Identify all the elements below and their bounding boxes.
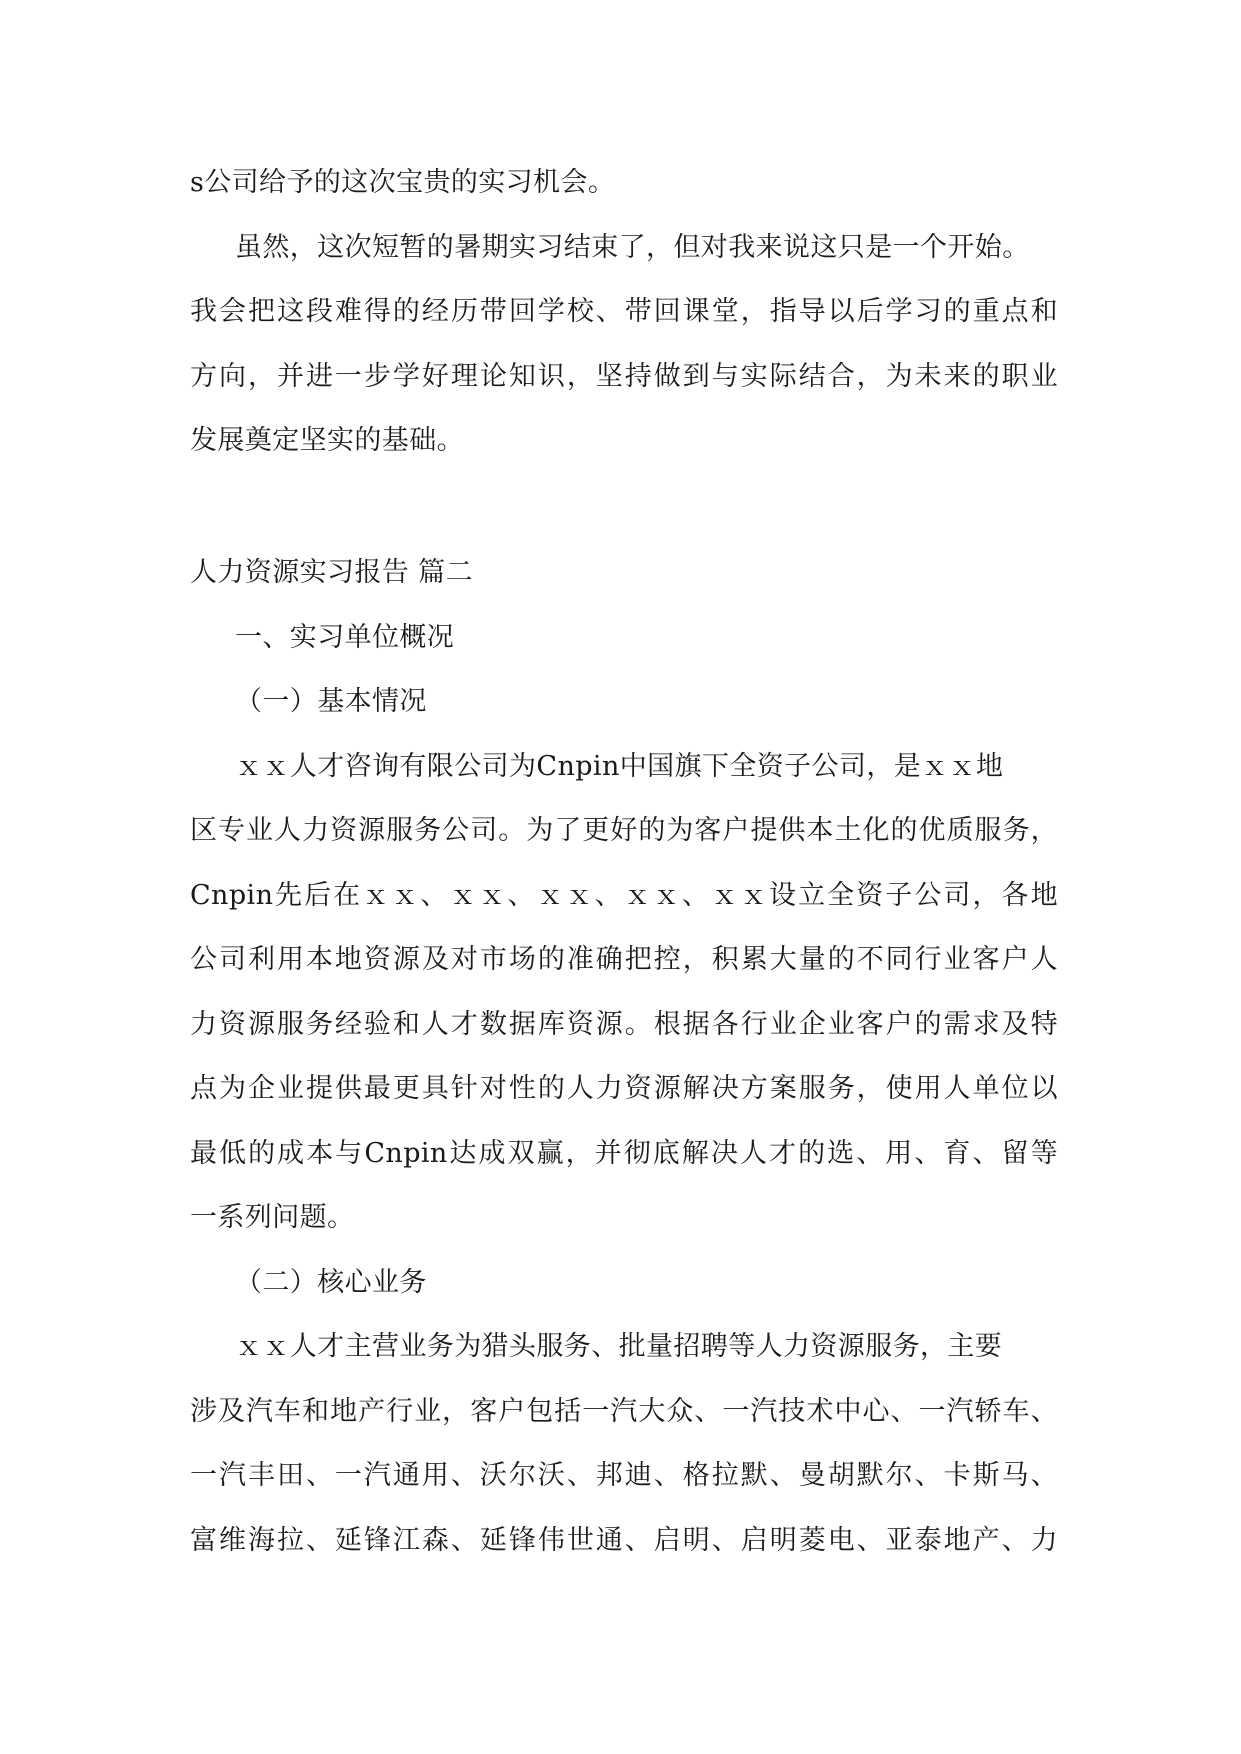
paragraph-line: 虽然，这次短暂的暑期实习结束了，但对我来说这只是一个开始。 bbox=[235, 232, 1030, 263]
paragraph-line: 力资源服务经验和人才数据库资源。根据各行业企业客户的需求及特 bbox=[190, 1009, 1058, 1040]
paragraph-line: Cnpin先后在ｘｘ、ｘｘ、ｘｘ、ｘｘ、ｘｘ设立全资子公司，各地 bbox=[190, 880, 1058, 911]
paragraph-line: 方向，并进一步学好理论知识，坚持做到与实际结合，为未来的职业 bbox=[190, 361, 1058, 392]
paragraph-line: 点为企业提供最更具针对性的人力资源解决方案服务，使用人单位以 bbox=[190, 1073, 1058, 1104]
paragraph-line: 富维海拉、延锋江森、延锋伟世通、启明、启明菱电、亚泰地产、力 bbox=[190, 1525, 1058, 1556]
paragraph-line: 一系列问题。 bbox=[190, 1202, 355, 1233]
paragraph-line: 最低的成本与Cnpin达成双赢，并彻底解决人才的选、用、育、留等 bbox=[190, 1138, 1058, 1169]
subsection-heading: （二）核心业务 bbox=[235, 1267, 427, 1298]
section-title: 人力资源实习报告 篇二 bbox=[190, 557, 473, 588]
paragraph-line: 一汽丰田、一汽通用、沃尔沃、邦迪、格拉默、曼胡默尔、卡斯马、 bbox=[190, 1460, 1058, 1491]
paragraph-line: 发展奠定坚实的基础。 bbox=[190, 425, 464, 456]
subsection-heading: （一）基本情况 bbox=[235, 686, 427, 717]
paragraph-line: s公司给予的这次宝贵的实习机会。 bbox=[190, 167, 616, 198]
paragraph-line: 公司利用本地资源及对市场的准确把控，积累大量的不同行业客户人 bbox=[190, 944, 1058, 975]
section-heading: 一、实习单位概况 bbox=[235, 622, 455, 653]
paragraph-line: 涉及汽车和地产行业，客户包括一汽大众、一汽技术中心、一汽轿车、 bbox=[190, 1396, 1058, 1427]
paragraph-line: 我会把这段难得的经历带回学校、带回课堂，指导以后学习的重点和 bbox=[190, 296, 1058, 327]
paragraph-line: 区专业人力资源服务公司。为了更好的为客户提供本土化的优质服务， bbox=[190, 815, 1058, 846]
paragraph-line: ｘｘ人才咨询有限公司为Cnpin中国旗下全资子公司，是ｘｘ地 bbox=[235, 751, 1004, 782]
paragraph-line: ｘｘ人才主营业务为猎头服务、批量招聘等人力资源服务，主要 bbox=[235, 1331, 1003, 1362]
